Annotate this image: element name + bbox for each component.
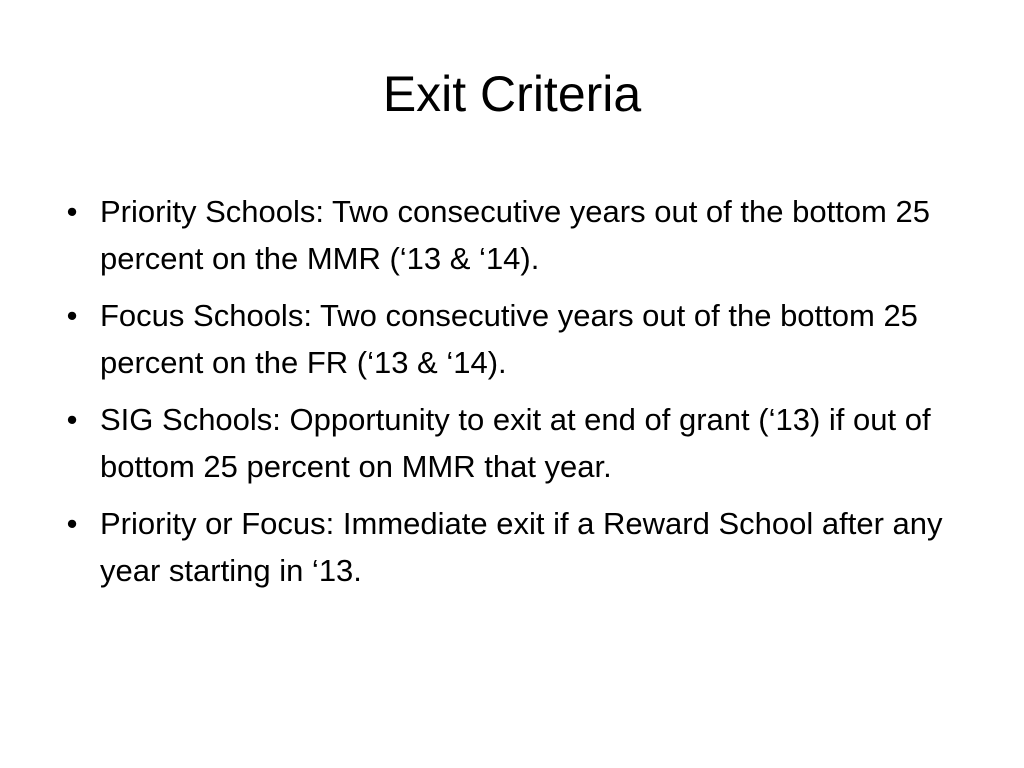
bullet-item-focus (60, 292, 960, 386)
bullet-list (60, 188, 960, 604)
bullet-text: Priority Schools: Two consecutive years out of the bottom 25 percent on the MMR (‘13 & ‘14). (100, 194, 930, 276)
bullet-text: Focus Schools: Two consecutive years out of the bottom 25 percent on the FR (‘13 & ‘14). (100, 298, 918, 380)
bullet-dot-icon: • (66, 194, 78, 229)
slide-title: Exit Criteria (382, 66, 642, 122)
bullet-item-sig (60, 396, 960, 490)
bullet-dot-icon: • (66, 402, 78, 437)
bullet-item-priority (60, 188, 960, 282)
bullet-text: SIG Schools: Opportunity to exit at end of grant (‘13) if out of bottom 25 percent on MMR that year. (100, 402, 931, 484)
bullet-dot-icon: • (66, 298, 78, 333)
bullet-text: Priority or Focus: Immediate exit if a Reward School after any year starting in ‘13. (100, 506, 943, 588)
bullet-dot-icon: • (66, 506, 78, 541)
bullet-item-reward (60, 500, 960, 594)
